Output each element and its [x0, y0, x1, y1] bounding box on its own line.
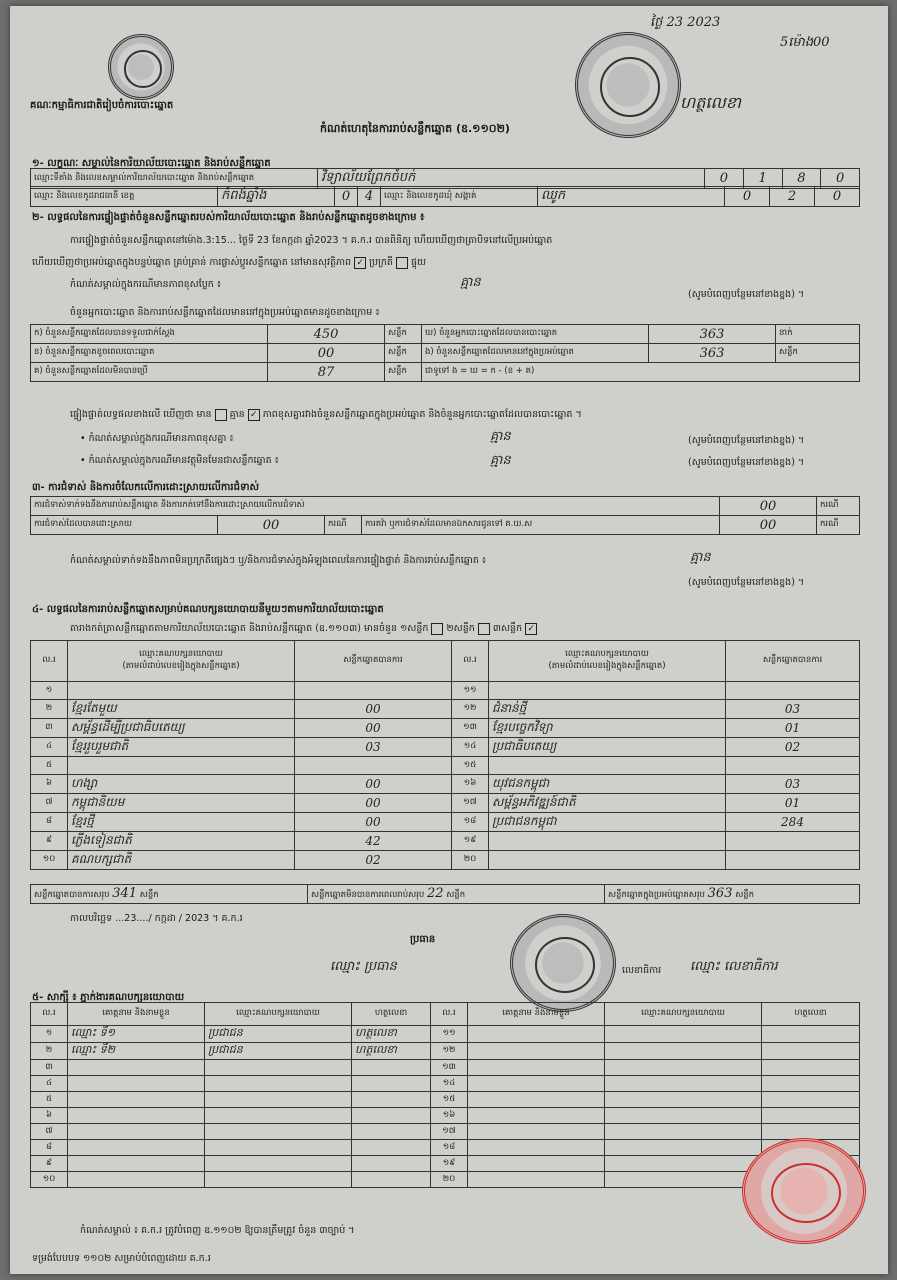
in-box-label: ង) ចំនួនសន្លឹកឆ្នោតដែលមាននៅក្នុងប្រអប់ឆ្នោត: [422, 344, 649, 363]
party-name: [489, 851, 726, 870]
bullet2-label: • កំណត់សម្គាល់ក្នុងករណីមានវត្ថុមិនមែនជាសន្លឹកឆ្នោត ៖: [80, 455, 279, 466]
section5-title: ៥- សាក្សី ៖ ភ្នាក់ងារគណបក្សនយោបាយ: [32, 992, 185, 1003]
chair-name: ឈ្មោះ ប្រធាន: [330, 959, 397, 974]
table-row: [31, 832, 860, 851]
ballot-count-form: [10, 6, 888, 1274]
total-invalid-cell: សន្លឹកឆ្នោតមិនបានការពេលរាប់សរុប 22 សន្លឹក: [308, 885, 605, 904]
sent-value: 00: [720, 516, 817, 535]
witness-name: [68, 1156, 205, 1172]
party-no: ១០: [31, 851, 68, 870]
witness-col-name-left: គោត្តនាម និងនាមខ្លួន: [68, 1003, 205, 1026]
location-code-1: 0: [705, 169, 744, 189]
witness-sign: [762, 1043, 860, 1060]
party-votes: 00: [295, 794, 452, 813]
spoiled-unit: សន្លឹក: [385, 344, 422, 363]
witness-party: [605, 1108, 762, 1124]
location-value: វិទ្យាល័យព្រែកចំបក់: [318, 169, 705, 189]
witness-sign: [762, 1060, 860, 1076]
party-no: ១៤: [452, 738, 489, 757]
party-name: ខ្មែរតែមួយ: [68, 700, 295, 719]
witness-party: [605, 1076, 762, 1092]
section4-title: ៤- លទ្ធផលនៃការរាប់សន្លឹកឆ្នោតសម្រាប់គណបក្សនយោបាយនីមួយៗតាមការិយាល័យបោះឆ្នោត: [32, 604, 384, 615]
section3-hint: (សូមបំពេញបន្ថែមនៅខាងខ្នង) ។: [688, 577, 805, 588]
party-votes: 02: [295, 851, 452, 870]
sheets-2-label: ២សន្លឹក: [446, 623, 475, 634]
party-no: ៦: [31, 775, 68, 794]
table-row: [31, 851, 860, 870]
party-votes: 00: [295, 775, 452, 794]
spoiled-label: ខ) ចំនួនសន្លឹកឆ្នោតខូចពេលបោះឆ្នោត: [31, 344, 268, 363]
party-name: [489, 682, 726, 700]
witness-name: [68, 1108, 205, 1124]
sent-label: ការតវ៉ា ឬការជំទាស់ដែលមានឯកសារជូនទៅ គ.ឃ.ស: [362, 516, 720, 535]
party-name: [68, 682, 295, 700]
witness-name: [468, 1108, 605, 1124]
received-label: ក) ចំនួនសន្លឹកឆ្នោតដែលបានទទួលជាក់ស្តែង: [31, 325, 268, 344]
party-name: ហង្សា: [68, 775, 295, 794]
witness-no: ១០: [31, 1172, 68, 1188]
table-row: [31, 1043, 860, 1060]
bullet1-hint: (សូមបំពេញបន្ថែមនៅខាងខ្នង) ។: [688, 435, 805, 446]
abnormal-checkbox[interactable]: [396, 257, 408, 269]
witness-sign: [352, 1156, 431, 1172]
witness-sign: [352, 1060, 431, 1076]
witness-name: [468, 1172, 605, 1188]
table-row: [31, 1124, 860, 1140]
received-unit: សន្លឹក: [385, 325, 422, 344]
party-no: ១៩: [452, 832, 489, 851]
bullet1-value: គ្មាន: [490, 429, 511, 444]
party-results-body: [31, 682, 860, 870]
table-row: [31, 1156, 860, 1172]
witness-name: [468, 1076, 605, 1092]
section2-note-value: គ្មាន: [460, 275, 481, 290]
section2-note-hint: (សូមបំពេញបន្ថែមនៅខាងខ្នង) ។: [688, 289, 805, 300]
official-stamp-top: [575, 32, 681, 138]
location-label: ឈ្មោះទីតាំង និងលេខសម្គាល់ការិយាល័យបោះឆ្នោត និងរាប់សន្លឹកឆ្នោត: [31, 169, 318, 189]
difference-yes-checkbox[interactable]: [215, 409, 227, 421]
party-no: ១៧: [452, 794, 489, 813]
party-no: ៧: [31, 794, 68, 813]
party-no: ១១: [452, 682, 489, 700]
normal-label: ប្រក្រតី: [369, 257, 393, 268]
bullet1-label: • កំណត់សម្គាល់ក្នុងករណីមានភាពខុសគ្នា ៖: [80, 433, 234, 444]
witness-no: ១៧: [431, 1124, 468, 1140]
witness-no: ១៥: [431, 1092, 468, 1108]
section2-para2: [32, 256, 426, 270]
compare-text: ផ្ទៀងផ្ទាត់លទ្ធផលខាងលើ ឃើញថា មាន: [70, 409, 212, 420]
section4-intro-text: តារាងកត់ត្រាសន្លឹកឆ្នោតតាមការិយាល័យបោះឆ្នោត និងរាប់សន្លឹកឆ្នោត (ឧ.១១០៣) មានចំនួន ១សន្លឹក: [70, 623, 429, 634]
witness-party: [605, 1060, 762, 1076]
party-votes: [726, 682, 860, 700]
party-name: យុវជនកម្ពុជា: [489, 775, 726, 794]
table-row: [31, 1060, 860, 1076]
red-official-stamp: [742, 1138, 866, 1244]
party-no: ២: [31, 700, 68, 719]
footer-form-id: ទម្រង់បែបបទ ១១០២ សម្រាប់បំពេញដោយ គ.ក.រ: [32, 1253, 211, 1264]
witness-sign: [352, 1108, 431, 1124]
party-name: [489, 757, 726, 775]
witness-name: [468, 1124, 605, 1140]
witness-name: [68, 1076, 205, 1092]
objection-label: ការជំទាស់ទាក់ទងនឹងការរាប់សន្លឹកឆ្នោត និងការកត់ទៅនឹងការដោះស្រាយលើការជំទាស់: [31, 497, 720, 516]
province-code-2: 4: [358, 187, 381, 207]
col-no-right: ល.រ: [452, 641, 489, 682]
witness-name: ឈ្មោះ ទី២: [68, 1043, 205, 1060]
sheets-1-checkbox[interactable]: [431, 623, 443, 635]
section2-title: ២- លទ្ធផលនៃការផ្ទៀងផ្ទាត់ចំនួនសន្លឹកឆ្នោតរបស់ការិយាល័យបោះឆ្នោត និងរាប់សន្លឹកឆ្នោតដូចខាងក្រោម ៖: [32, 212, 425, 223]
witness-name: [468, 1060, 605, 1076]
sheets-2-checkbox[interactable]: [478, 623, 490, 635]
objection-unit: ករណី: [817, 497, 860, 516]
top-signature: ហត្ថលេខា: [680, 93, 741, 112]
section3-note-label: កំណត់សម្គាល់ទាក់ទងនឹងភាពមិនប្រក្រតីផ្សេងៗ ឬ/និងការជំទាស់ក្នុងអំឡុងពេលនៃការផ្ទៀងផ្ទាត់ និងការរាប់សន្លឹកឆ្នោត ៖: [70, 555, 487, 566]
witness-no: ១២: [431, 1043, 468, 1060]
party-votes: 01: [726, 719, 860, 738]
party-no: ៣: [31, 719, 68, 738]
section2-table-intro: ចំនួនអ្នកបោះឆ្នោត និងការរាប់សន្លឹកឆ្នោតដែលមាននៅក្នុងប្រអប់ឆ្នោតមានដូចខាងក្រោម ៖: [70, 307, 380, 318]
witness-party: ប្រជាជន: [205, 1026, 352, 1043]
resolved-label: ការជំទាស់ដែលបានដោះស្រាយ: [31, 516, 218, 535]
witness-party: [205, 1156, 352, 1172]
section3-note-value: គ្មាន: [690, 550, 711, 565]
witness-party: [605, 1140, 762, 1156]
abnormal-label: ផ្ទុយ: [410, 257, 427, 268]
witness-sign: [352, 1124, 431, 1140]
province-label: ឈ្មោះ និងលេខកូដរាជធានី ខេត្ត: [31, 187, 218, 207]
witness-sign: [762, 1026, 860, 1043]
province-value: កំពង់ឆ្នាំង: [218, 187, 335, 207]
commune-value: ឈូក: [538, 187, 725, 207]
witness-name: [68, 1140, 205, 1156]
party-results-table: [30, 640, 860, 870]
witness-name: ឈ្មោះ ទី១: [68, 1026, 205, 1043]
witness-sign: [762, 1108, 860, 1124]
witness-col-sign-left: ហត្ថលេខា: [352, 1003, 431, 1026]
sent-unit: ករណី: [817, 516, 860, 535]
normal-checkbox[interactable]: ✓: [354, 257, 366, 269]
top-note: ថ្ងៃ 23 2023: [650, 15, 721, 30]
witness-col-party-right: ឈ្មោះគណបក្សនយោបាយ: [605, 1003, 762, 1026]
received-value: 450: [268, 325, 385, 344]
section1-title: ១- លក្ខណៈ សម្គាល់នៃការិយាល័យបោះឆ្នោត និងរាប់សន្លឹកឆ្នោត: [32, 158, 271, 169]
party-name: ខ្មែរបច្ចេកវិទ្យា: [489, 719, 726, 738]
witness-no: ៣: [31, 1060, 68, 1076]
table-row: [31, 813, 860, 832]
witness-no: ៧: [31, 1124, 68, 1140]
party-votes: [295, 757, 452, 775]
witness-party: [605, 1156, 762, 1172]
party-no: ៨: [31, 813, 68, 832]
party-votes: 00: [295, 813, 452, 832]
witness-name: [468, 1092, 605, 1108]
witness-name: [68, 1172, 205, 1188]
table-row: [31, 1172, 860, 1188]
party-votes: [726, 851, 860, 870]
witness-no: ៥: [31, 1092, 68, 1108]
witness-sign: [762, 1076, 860, 1092]
witness-col-name-right: គោត្តនាម និងនាមខ្លួន: [468, 1003, 605, 1026]
table-row: [31, 1092, 860, 1108]
party-no: ១៥: [452, 757, 489, 775]
section1-table-row2: [30, 186, 860, 207]
witness-name: [468, 1140, 605, 1156]
witness-no: ៤: [31, 1076, 68, 1092]
witness-no: ៨: [31, 1140, 68, 1156]
witness-party: ប្រជាជន: [205, 1043, 352, 1060]
table-row: [31, 738, 860, 757]
commission-logo: [108, 34, 174, 100]
col-party-right: ឈ្មោះគណបក្សនយោបាយ (តាមលំដាប់លេខរៀងក្នុងសន្លឹកឆ្នោត): [489, 641, 726, 682]
sheets-3-label: ៣សន្លឹក: [492, 623, 523, 634]
witness-no: ២: [31, 1043, 68, 1060]
witness-sign: [352, 1076, 431, 1092]
witness-name: [468, 1026, 605, 1043]
unused-value: 87: [268, 363, 385, 382]
party-no: ១២: [452, 700, 489, 719]
witness-party: [605, 1172, 762, 1188]
witness-sign: [352, 1140, 431, 1156]
party-name: កម្ពុជានិយម: [68, 794, 295, 813]
party-name: សម្ព័ន្ធដើម្បីប្រជាធិបតេយ្យ: [68, 719, 295, 738]
total-invalid-value: 22: [427, 886, 444, 901]
witness-no: ១: [31, 1026, 68, 1043]
secretary-title: លេខាធិការ: [622, 965, 662, 976]
witness-no: ១៩: [431, 1156, 468, 1172]
party-no: ៤: [31, 738, 68, 757]
party-no: ៥: [31, 757, 68, 775]
resolved-unit: ករណី: [325, 516, 362, 535]
witness-col-party-left: ឈ្មោះគណបក្សនយោបាយ: [205, 1003, 352, 1026]
party-name: ប្រជាធិបតេយ្យ: [489, 738, 726, 757]
section3-title: ៣- ការជំទាស់ និងការចំលែកលើការដោះស្រាយលើការជំទាស់: [32, 482, 259, 493]
party-name: សម្ព័ន្ធអភិវឌ្ឍន៍ជាតិ: [489, 794, 726, 813]
compare-no-label: គ្មាន: [229, 409, 245, 420]
witness-col-sign-right: ហត្ថលេខា: [762, 1003, 860, 1026]
party-no: ២០: [452, 851, 489, 870]
party-name: ខ្មែររួបរួមជាតិ: [68, 738, 295, 757]
party-votes: 03: [726, 700, 860, 719]
witness-col-no-left: ល.រ: [31, 1003, 68, 1026]
party-votes: 00: [295, 700, 452, 719]
party-votes: 03: [295, 738, 452, 757]
ballot-summary-table: [30, 324, 860, 382]
party-name: [489, 832, 726, 851]
witness-name: [468, 1043, 605, 1060]
party-no: ១៦: [452, 775, 489, 794]
witness-name: [68, 1092, 205, 1108]
commune-label: ឈ្មោះ និងលេខកូដឃុំ សង្កាត់: [381, 187, 538, 207]
footer-note: កំណត់សម្គាល់ ៖ គ.ក.រ ត្រូវបំពេញ ឧ.១១០២ ឱ្យបានត្រឹមត្រូវ ចំនួន ៣ច្បាប់ ។: [80, 1225, 355, 1236]
location-code-4: 0: [821, 169, 860, 189]
spoiled-value: 00: [268, 344, 385, 363]
table-row: [31, 682, 860, 700]
totals-table: [30, 884, 860, 904]
voters-unit: នាក់: [776, 325, 860, 344]
witness-party: [205, 1140, 352, 1156]
party-name: ភ្លើងទៀនជាតិ: [68, 832, 295, 851]
witness-party: [605, 1043, 762, 1060]
formula: ជាទូទៅ ង = ឃ = ក - (ខ + គ): [422, 363, 860, 382]
party-votes: [726, 757, 860, 775]
difference-no-checkbox[interactable]: ✓: [248, 409, 260, 421]
table-row: [31, 700, 860, 719]
voters-value: 363: [649, 325, 776, 344]
total-valid-cell: សន្លឹកឆ្នោតបានការសរុប 341 សន្លឹក: [31, 885, 308, 904]
party-name: ជំនាន់ថ្មី: [489, 700, 726, 719]
witness-no: ២០: [431, 1172, 468, 1188]
commune-code-3: 0: [815, 187, 860, 207]
compare-rest: ភាពខុសគ្នារវាងចំនួនសន្លឹកឆ្នោតក្នុងប្រអប់ឆ្នោត និងចំនួនអ្នកបោះឆ្នោតដែលបានបោះឆ្នោត ។: [262, 409, 582, 420]
table-row: [31, 719, 860, 738]
section2-note-label: កំណត់សម្គាល់ក្នុងករណីមានភាពខុសប្លែក ៖: [70, 279, 221, 290]
witness-party: [205, 1092, 352, 1108]
table-row: [31, 1140, 860, 1156]
objection-table: [30, 496, 860, 535]
witness-name: [68, 1060, 205, 1076]
chair-title: ប្រធាន: [410, 934, 436, 945]
commune-code-2: 2: [770, 187, 815, 207]
section2-para2-text: ហើយឃើញថាប្រអប់ឆ្នោតក្នុងបន្ទប់ឆ្នោត គ្រប់គ្រាន់ ការផ្លាស់ប្តូរសន្លឹកឆ្នោត នៅមានសុវត្ថិភាព: [32, 257, 352, 268]
table-row: [31, 757, 860, 775]
witness-no: ១៨: [431, 1140, 468, 1156]
witness-sign: ហត្ថលេខា: [352, 1043, 431, 1060]
party-votes: 00: [295, 719, 452, 738]
total-valid-value: 341: [112, 886, 138, 901]
witness-party: [605, 1092, 762, 1108]
party-name: ខ្មែរថ្មី: [68, 813, 295, 832]
bullet2-hint: (សូមបំពេញបន្ថែមនៅខាងខ្នង) ។: [688, 457, 805, 468]
party-votes: [295, 682, 452, 700]
witness-no: ១៣: [431, 1060, 468, 1076]
top-time: 5ម៉ោង00: [780, 35, 830, 50]
commission-name: គណៈកម្មាធិការជាតិរៀបចំការបោះឆ្នោត: [30, 100, 174, 111]
witness-no: ១១: [431, 1026, 468, 1043]
witness-sign: [352, 1092, 431, 1108]
party-votes: 03: [726, 775, 860, 794]
witness-no: ១៤: [431, 1076, 468, 1092]
objection-value: 00: [720, 497, 817, 516]
date-line: កាលបរិច្ឆេទ ...23..../ កក្កដា / 2023 ។ គ.ក.រ: [70, 913, 243, 924]
in-box-unit: សន្លឹក: [776, 344, 860, 363]
witness-party: [605, 1026, 762, 1043]
party-votes: 02: [726, 738, 860, 757]
party-no: ១: [31, 682, 68, 700]
location-code-2: 1: [743, 169, 782, 189]
witness-party: [205, 1108, 352, 1124]
col-no-left: ល.រ: [31, 641, 68, 682]
party-no: ១៨: [452, 813, 489, 832]
section4-intro: [70, 622, 537, 636]
official-stamp-middle: [510, 914, 616, 1012]
col-votes-left: សន្លឹកឆ្នោតបានការ: [295, 641, 452, 682]
in-box-value: 363: [649, 344, 776, 363]
col-votes-right: សន្លឹកឆ្នោតបានការ: [726, 641, 860, 682]
witness-party: [205, 1124, 352, 1140]
unused-unit: សន្លឹក: [385, 363, 422, 382]
sheets-3-checkbox[interactable]: ✓: [525, 623, 537, 635]
witness-party: [605, 1124, 762, 1140]
witness-sign: ហត្ថលេខា: [352, 1026, 431, 1043]
party-name: [68, 757, 295, 775]
witness-party: [205, 1076, 352, 1092]
table-row: [31, 775, 860, 794]
table-row: [31, 794, 860, 813]
party-votes: 01: [726, 794, 860, 813]
witness-party: [205, 1172, 352, 1188]
party-name: ប្រជាជនកម្ពុជា: [489, 813, 726, 832]
witness-col-no-right: ល.រ: [431, 1003, 468, 1026]
resolved-value: 00: [218, 516, 325, 535]
party-no: ១៣: [452, 719, 489, 738]
form-title: កំណត់ហេតុនៃការរាប់សន្លឹកឆ្នោត (ឧ.១១០២): [320, 122, 510, 135]
party-votes: 42: [295, 832, 452, 851]
party-votes: [726, 832, 860, 851]
witness-table: [30, 1002, 860, 1188]
witness-no: ៩: [31, 1156, 68, 1172]
witness-name: [468, 1156, 605, 1172]
table-row: [31, 1076, 860, 1092]
witness-name: [68, 1124, 205, 1140]
section2-para1: ការផ្ទៀងផ្ទាត់ចំនួនសន្លឹកឆ្នោតនៅម៉ោង.3:15... ថ្ងៃទី 23 ខែកក្កដា ឆ្នាំ2023 ។ គ.ក.រ បានពិនិត្យ ហើយឃើញថាត្រាបិទនៅលើប្រអប់ឆ្នោត: [70, 235, 553, 246]
voters-label: ឃ) ចំនួនអ្នកបោះឆ្នោតដែលបានបោះឆ្នោត: [422, 325, 649, 344]
witness-party: [205, 1060, 352, 1076]
witness-sign: [762, 1092, 860, 1108]
party-name: គណបក្សជាតិ: [68, 851, 295, 870]
witness-no: ៦: [31, 1108, 68, 1124]
party-no: ៩: [31, 832, 68, 851]
table-row: [31, 1108, 860, 1124]
province-code-1: 0: [335, 187, 358, 207]
table-row: [31, 1026, 860, 1043]
commune-code-1: 0: [725, 187, 770, 207]
bullet2-value: គ្មាន: [490, 453, 511, 468]
unused-label: គ) ចំនួនសន្លឹកឆ្នោតដែលមិនបានប្រើ: [31, 363, 268, 382]
witness-no: ១៦: [431, 1108, 468, 1124]
col-party-left: ឈ្មោះគណបក្សនយោបាយ (តាមលំដាប់លេខរៀងក្នុងសន្លឹកឆ្នោត): [68, 641, 295, 682]
party-votes: 284: [726, 813, 860, 832]
witness-sign: [762, 1124, 860, 1140]
witness-sign: [352, 1172, 431, 1188]
compare-line: [70, 408, 582, 422]
secretary-name: ឈ្មោះ លេខាធិការ: [690, 959, 778, 974]
total-box-value: 363: [707, 886, 733, 901]
witness-body: [31, 1026, 860, 1188]
location-code-3: 8: [782, 169, 821, 189]
total-box-cell: សន្លឹកឆ្នោតក្នុងប្រអប់ឆ្នោតសរុប 363 សន្លឹក: [605, 885, 860, 904]
